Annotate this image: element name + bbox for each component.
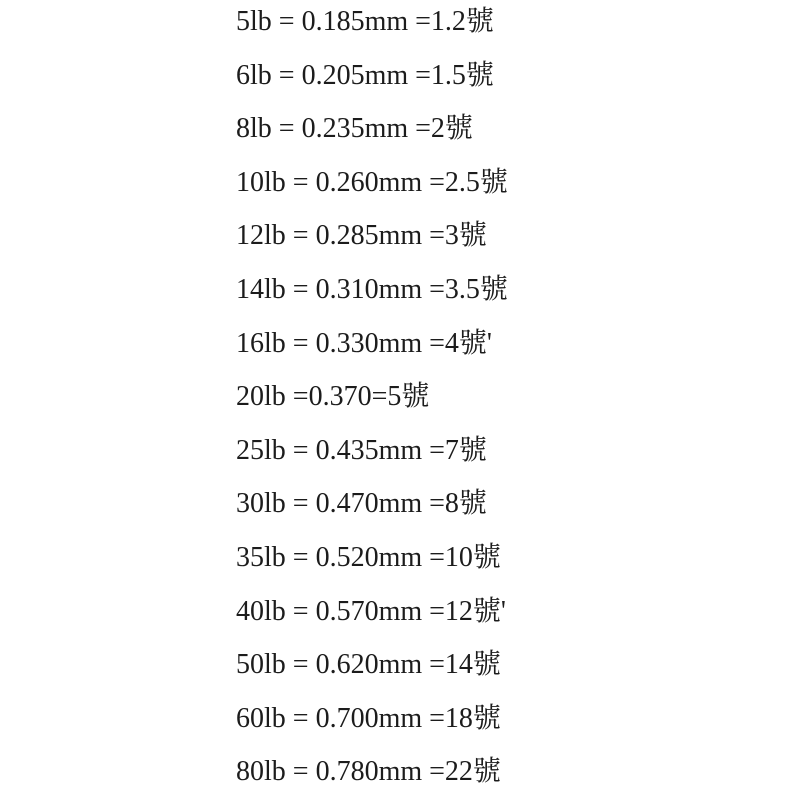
conversion-line-5lb: 5lb = 0.185mm =1.2號 — [236, 6, 494, 37]
conversion-line-80lb: 80lb = 0.780mm =22號 — [236, 756, 501, 788]
conversion-line-16lb: 16lb = 0.330mm =4號' — [236, 327, 492, 359]
conversion-line-20lb: 20lb =0.370=5號 — [236, 381, 430, 413]
conversion-line-6lb: 6lb = 0.205mm =1.5號 — [236, 59, 494, 91]
conversion-line-8lb: 8lb = 0.235mm =2號 — [236, 113, 473, 145]
conversion-line-50lb: 50lb = 0.620mm =14號 — [236, 649, 501, 681]
conversion-line-40lb: 40lb = 0.570mm =12號' — [236, 595, 506, 627]
conversion-line-35lb: 35lb = 0.520mm =10號 — [236, 541, 501, 573]
conversion-line-25lb: 25lb = 0.435mm =7號 — [236, 434, 487, 466]
conversion-line-30lb: 30lb = 0.470mm =8號 — [236, 488, 487, 520]
conversion-line-14lb: 14lb = 0.310mm =3.5號 — [236, 273, 508, 305]
conversion-line-60lb: 60lb = 0.700mm =18號 — [236, 702, 501, 734]
conversion-line-12lb: 12lb = 0.285mm =3號 — [236, 220, 487, 252]
line-size-conversion-list — [236, 2, 508, 806]
conversion-line-10lb: 10lb = 0.260mm =2.5號 — [236, 166, 508, 198]
